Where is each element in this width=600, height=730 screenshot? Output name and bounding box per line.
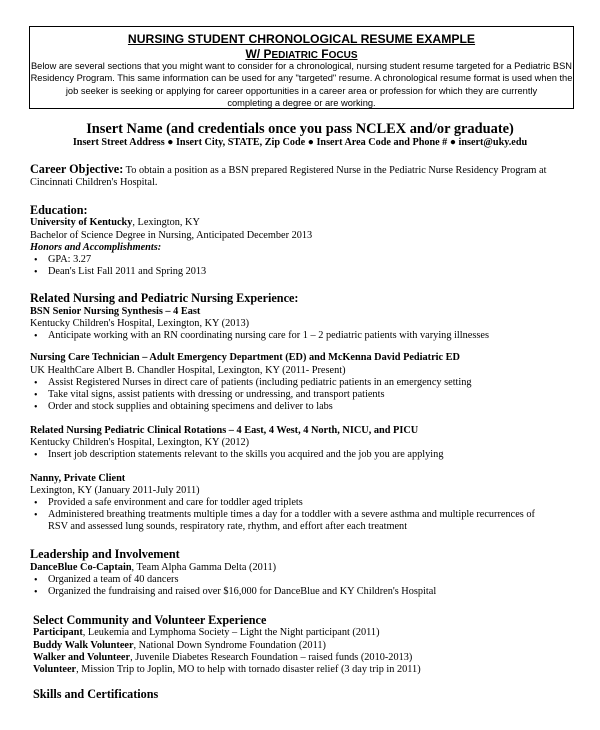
bullet-icon: • <box>34 587 38 598</box>
bullet-icon: • <box>34 450 38 461</box>
bullet-icon: • <box>34 498 38 509</box>
job-place: Lexington, KY (January 2011-July 2011) <box>30 485 200 496</box>
job-bullet: Anticipate working with an RN coordinating nursing care for 1 – 2 pediatric patients with varying illnesses <box>48 330 489 341</box>
instructions-text: Below are several sections that you might want to consider for a chronological, nursing student resume targeted for a Pediatric BSN Residency Program. This same information can be used for any "targeted" resume. A chronological resume format is used when the job seeker is seeking or applying for career opportunities in a career area or profession for which they are currently completing a degree or are working. <box>30 61 573 108</box>
leadership-bullet: Organized the fundraising and raised over $16,000 for DanceBlue and KY Children's Hospital <box>48 586 437 597</box>
community-item: Buddy Walk Volunteer, National Down Syndrome Foundation (2011) <box>33 640 326 651</box>
bullet-icon: • <box>34 575 38 586</box>
degree-line: Bachelor of Science Degree in Nursing, Anticipated December 2013 <box>30 230 313 241</box>
job-bullet: Administered breathing treatments multiple times a day for a toddler with a severe asthma and multiple recurrences of <box>48 509 535 520</box>
community-item: Walker and Volunteer, Juvenile Diabetes Research Foundation – raised funds (2010-2013) <box>33 652 413 663</box>
job-bullet: Take vital signs, assist patients with dressing or undressing, and transport patients <box>48 389 385 400</box>
bullet-icon: • <box>34 267 38 278</box>
community-heading: Select Community and Volunteer Experience <box>33 613 267 627</box>
document-subtitle: W/ PEDIATRIC FOCUS <box>245 47 358 61</box>
job-bullet: Insert job description statements relevant to the skills you acquired and the job you are applying <box>48 449 444 460</box>
bullet-icon: • <box>34 402 38 413</box>
bullet-icon: • <box>34 510 38 521</box>
job-bullet: Assist Registered Nurses in direct care of patients (including pediatric patients in an emergency setting <box>48 377 472 388</box>
school-line: University of Kentucky, Lexington, KY <box>30 217 200 228</box>
honor-item: GPA: 3.27 <box>48 254 92 265</box>
experience-heading: Related Nursing and Pediatric Nursing Experience: <box>30 291 299 305</box>
job-title: Related Nursing Pediatric Clinical Rotations – 4 East, 4 West, 4 North, NICU, and PICU <box>30 425 419 436</box>
leadership-bullet: Organized a team of 40 dancers <box>48 574 179 585</box>
job-title: Nanny, Private Client <box>30 473 126 484</box>
bullet-icon: • <box>34 255 38 266</box>
job-bullet: Order and stock supplies and obtaining specimens and deliver to labs <box>48 401 333 412</box>
job-title: Nursing Care Technician – Adult Emergency Department (ED) and McKenna David Pediatric ED <box>30 352 460 363</box>
community-item: Volunteer, Mission Trip to Joplin, MO to help with tornado disaster relief (3 day trip in 2011) <box>33 664 421 675</box>
job-place: Kentucky Children's Hospital, Lexington, KY (2012) <box>30 437 250 448</box>
objective-text: Cincinnati Children's Hospital. <box>30 177 158 188</box>
objective-heading: Career Objective: To obtain a position as a BSN prepared Registered Nurse in the Pediatric Nurse Residency Program at <box>30 162 547 176</box>
skills-heading: Skills and Certifications <box>33 687 159 701</box>
community-item: Participant, Leukemia and Lymphoma Society – Light the Night participant (2011) <box>33 627 380 638</box>
job-bullet: Provided a safe environment and care for toddler aged triplets <box>48 497 303 508</box>
instructions-box <box>29 26 574 109</box>
job-place: Kentucky Children's Hospital, Lexington, KY (2013) <box>30 318 250 329</box>
honor-item: Dean's List Fall 2011 and Spring 2013 <box>48 266 207 277</box>
job-title: BSN Senior Nursing Synthesis – 4 East <box>30 306 201 317</box>
leadership-role: DanceBlue Co-Captain, Team Alpha Gamma Delta (2011) <box>30 562 277 573</box>
honors-heading: Honors and Accomplishments: <box>30 242 162 253</box>
job-place: UK HealthCare Albert B. Chandler Hospital, Lexington, KY (2011- Present) <box>30 365 346 376</box>
bullet-icon: • <box>34 331 38 342</box>
candidate-name: Insert Name (and credentials once you pass NCLEX and/or graduate) <box>86 121 514 137</box>
education-heading: Education: <box>30 203 88 217</box>
contact-address: Insert Street Address ● Insert City, STATE, Zip Code ● Insert Area Code and Phone # ● insert@uky.edu <box>72 137 528 148</box>
leadership-heading: Leadership and Involvement <box>30 547 180 561</box>
bullet-icon: • <box>34 390 38 401</box>
document-title: NURSING STUDENT CHRONOLOGICAL RESUME EXAMPLE <box>127 32 476 46</box>
job-bullet-continuation: RSV and assessed lung sounds, respiratory rate, rhythm, and effort after each treatment <box>48 521 408 532</box>
bullet-icon: • <box>34 378 38 389</box>
